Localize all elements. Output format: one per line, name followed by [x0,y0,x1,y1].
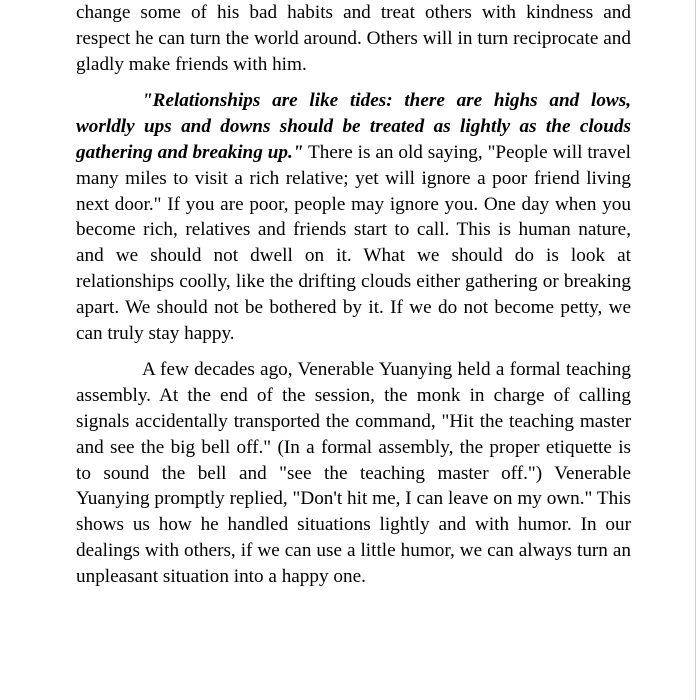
paragraph-2-text: There is an old saying, "People will travel many miles to visit a rich relative; yet will ignore a poor friend living next door." If you are poor, people may ignore you. One day when you become rich, relatives and friends start to call. This is human nature, and we should not dwell on it. What we should do is look at relationships coolly, like the drifting clouds either gathering or breaking apart. We should not be bothered by it. If we do not become petty, we can truly stay happy. [76,141,632,344]
quote-emphasis: "Relationships are like tides: there are highs and lows, worldly ups and downs should be treated as lightly as the clouds gathering and breaking up." [76,90,631,163]
paragraph-3-text: A few decades ago, Venerable Yuanying held a formal teaching assembly. At the end of the session, the monk in charge of calling signals accidentally transported the command, "Hit the teaching master and see the big bell off." (In a formal assembly, the proper etiquette is to sound the bell and "see the teaching master off.") Venerable Yuanying promptly replied, "Don't hit me, I can leave on my own." This shows us how he handled situations lightly and with humor. In our dealings with others, if we can use a little humor, we can always turn an unpleasant situation into a happy one. [76,359,631,587]
page-edge-line [695,0,696,700]
paragraph-2 [76,88,631,346]
paragraph-1 [76,0,631,77]
paragraph-3 [76,357,631,589]
body-text [76,0,631,590]
paragraph-1-text: change some of his bad habits and treat others with kindness and respect he can turn the world around. Others will in turn reciprocate and gladly make friends with him. [76,2,631,75]
